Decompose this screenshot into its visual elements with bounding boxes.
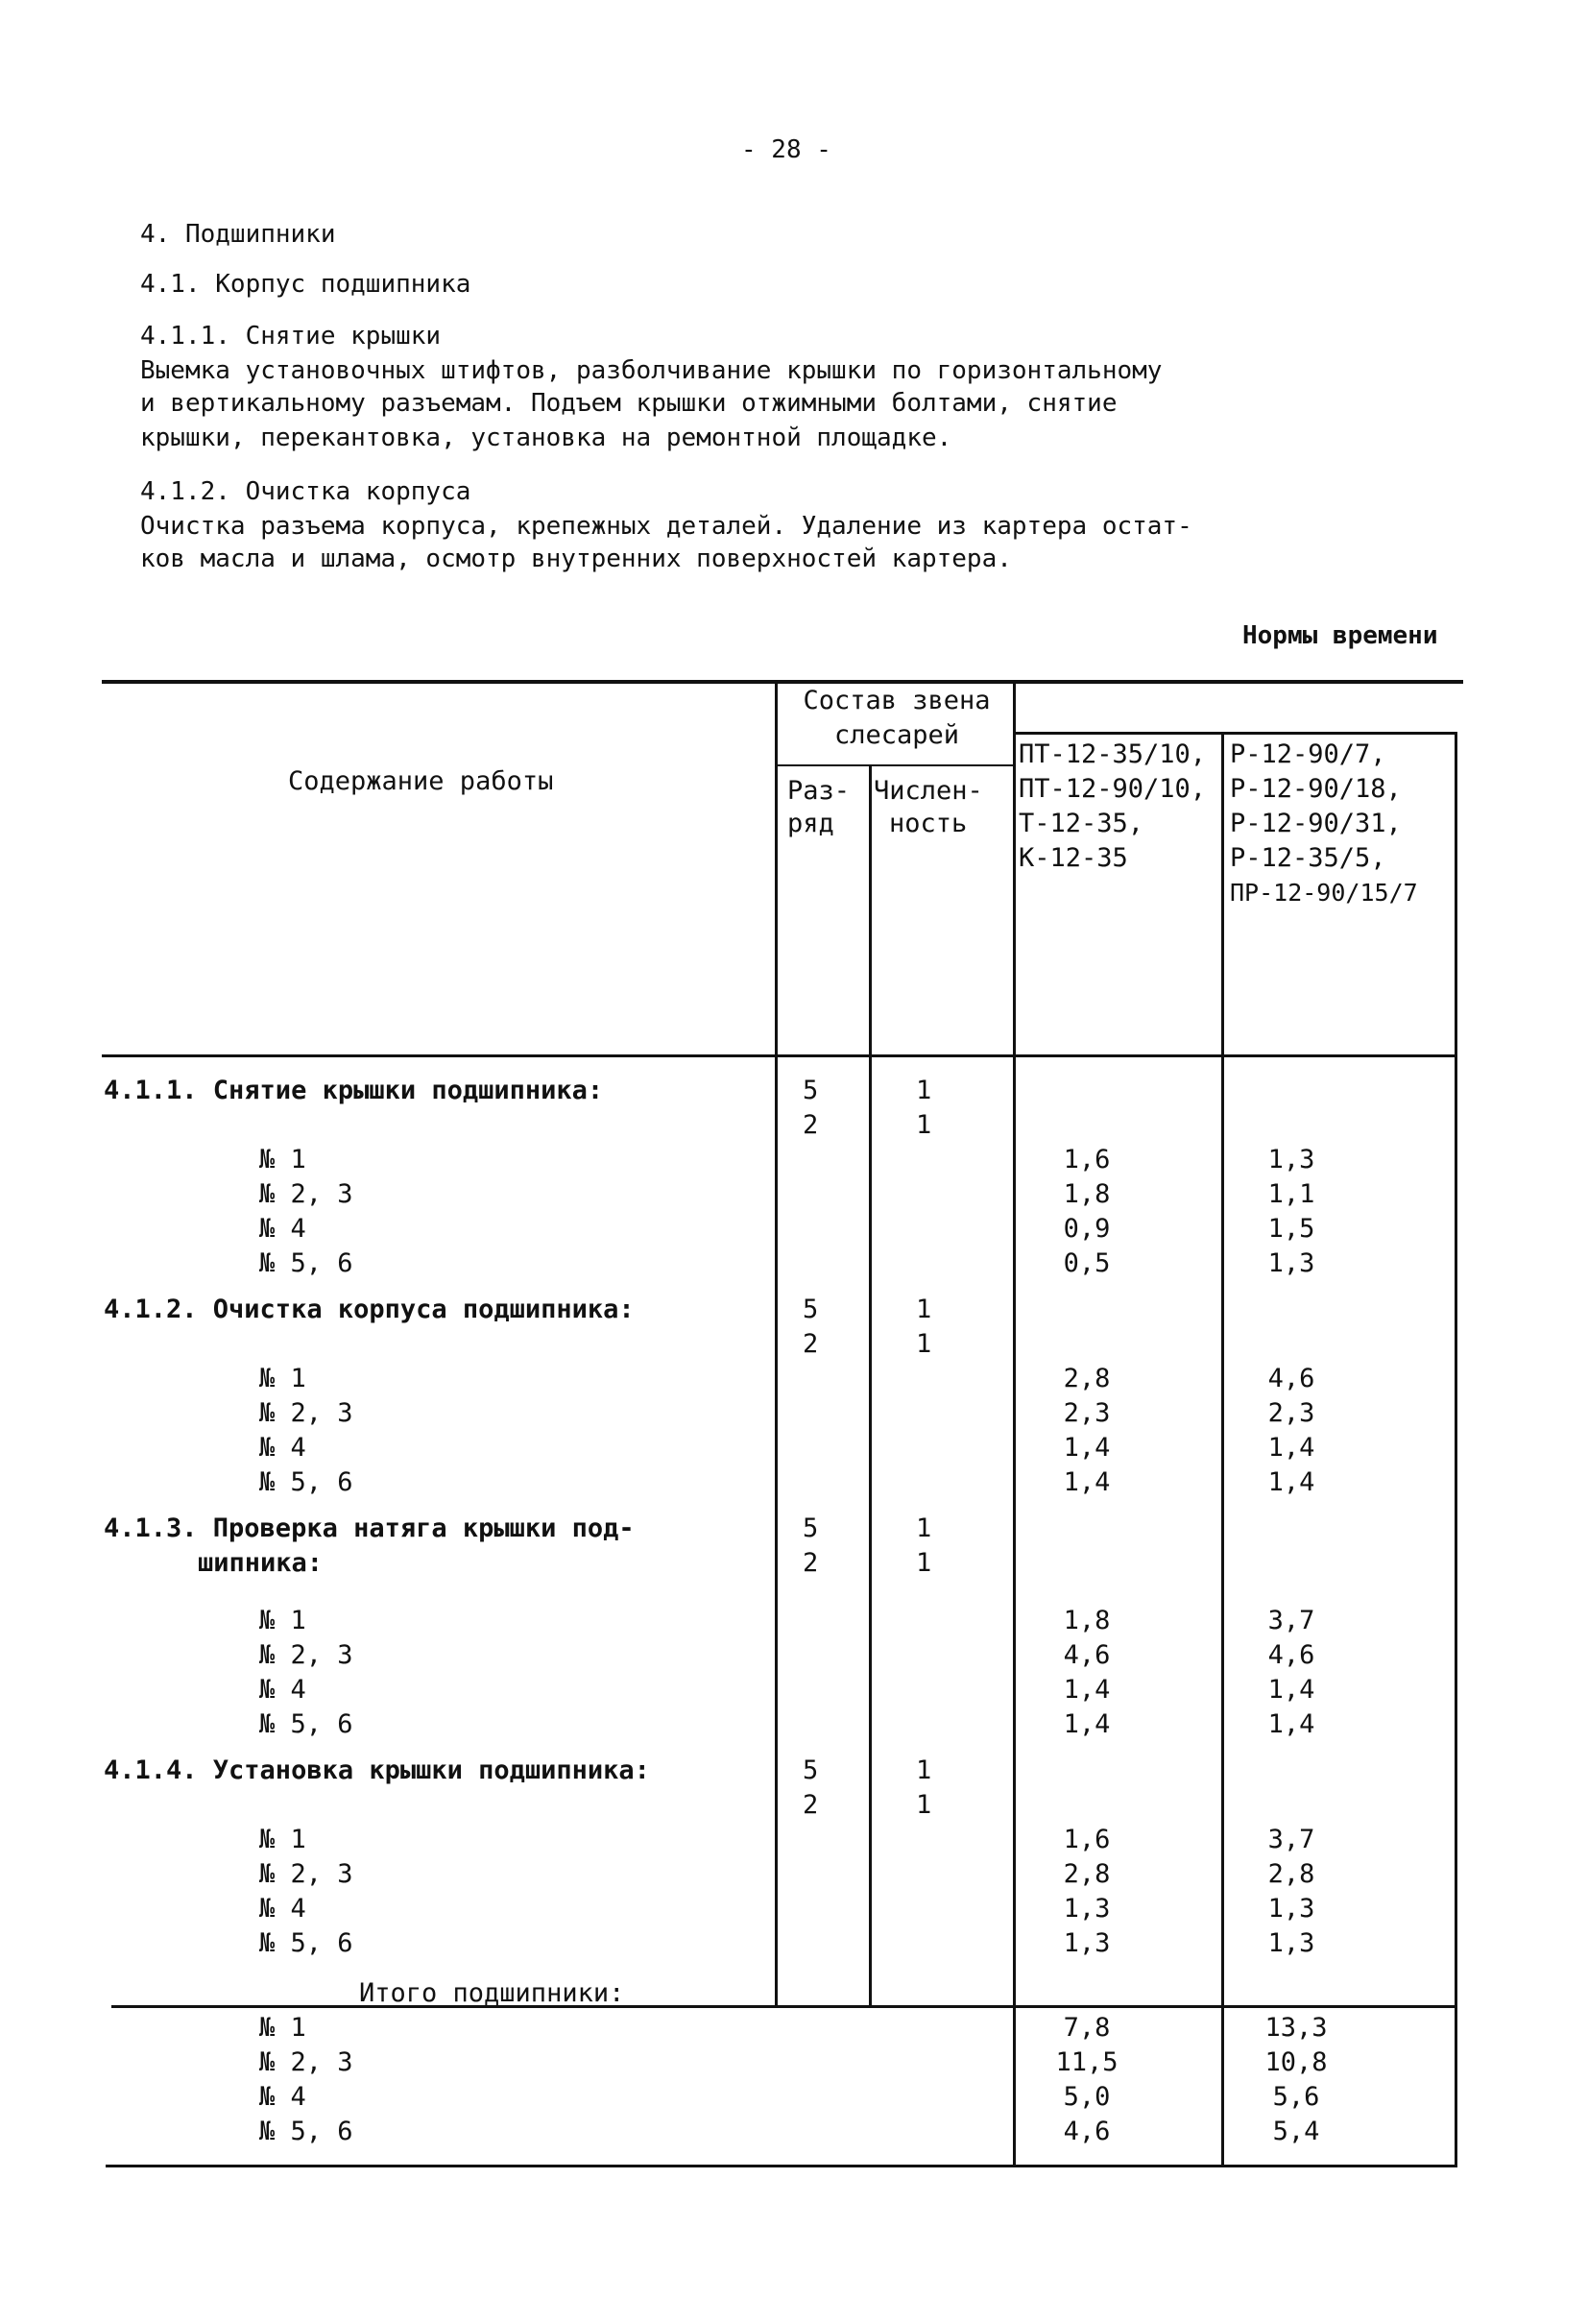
model-header-rule bbox=[1016, 732, 1457, 735]
operation-title: 4.1.1. Снятие крышки подшипника: bbox=[104, 1076, 604, 1105]
header-bottom-rule bbox=[102, 1054, 1457, 1057]
value-group-1: 0,5 bbox=[1063, 1248, 1111, 1278]
crew-grade: 5 bbox=[803, 1755, 819, 1785]
header-model-group-1-line-2: ПТ-12-90/10, bbox=[1019, 774, 1207, 804]
crew-count: 1 bbox=[916, 1548, 932, 1578]
value-group-2: 3,7 bbox=[1267, 1825, 1315, 1854]
value-group-1: 11,5 bbox=[1055, 2047, 1119, 2077]
row-label: № 5, 6 bbox=[259, 1709, 353, 1739]
value-group-1: 1,6 bbox=[1063, 1145, 1111, 1174]
header-count-line-2: ность bbox=[889, 809, 968, 838]
value-group-1: 1,3 bbox=[1063, 1894, 1111, 1924]
value-group-2: 5,6 bbox=[1272, 2082, 1320, 2112]
row-label: № 5, 6 bbox=[259, 1248, 353, 1278]
header-model-group-2-line-5: ПР-12-90/15/7 bbox=[1230, 879, 1418, 907]
value-group-2: 1,5 bbox=[1267, 1214, 1315, 1244]
value-group-2: 1,4 bbox=[1267, 1433, 1315, 1463]
crew-count: 1 bbox=[916, 1295, 932, 1324]
value-group-1: 4,6 bbox=[1063, 1640, 1111, 1670]
operation-title: 4.1.4. Установка крышки подшипника: bbox=[104, 1755, 650, 1785]
section-4-1-heading: 4.1. Корпус подшипника bbox=[140, 270, 471, 299]
header-crew-line-2: слесарей bbox=[833, 720, 960, 750]
row-label: № 1 bbox=[259, 1825, 306, 1854]
value-group-1: 1,4 bbox=[1063, 1709, 1111, 1739]
value-group-1: 2,3 bbox=[1063, 1398, 1111, 1428]
total-separator-rule bbox=[111, 2005, 1457, 2008]
crew-grade: 5 bbox=[803, 1076, 819, 1105]
value-group-2: 2,3 bbox=[1267, 1398, 1315, 1428]
norms-label: Нормы времени bbox=[1242, 621, 1438, 650]
header-model-group-2-line-3: Р-12-90/31, bbox=[1230, 809, 1402, 838]
grade-count-divider bbox=[869, 764, 872, 2008]
section-4-1-1-heading: 4.1.1. Снятие крышки bbox=[140, 322, 442, 351]
operation-title: 4.1.3. Проверка натяга крышки под- bbox=[104, 1513, 635, 1543]
value-group-1: 2,8 bbox=[1063, 1364, 1111, 1393]
value-group-2: 1,3 bbox=[1267, 1248, 1315, 1278]
row-label: № 2, 3 bbox=[259, 2047, 353, 2077]
value-group-2: 1,4 bbox=[1267, 1467, 1315, 1497]
header-grade-line-1: Раз- bbox=[787, 776, 851, 806]
value-group-1: 1,4 bbox=[1063, 1467, 1111, 1497]
header-model-group-1-line-3: Т-12-35, bbox=[1019, 809, 1144, 838]
value-group-2: 10,8 bbox=[1264, 2047, 1328, 2077]
crew-count: 1 bbox=[916, 1513, 932, 1543]
grade-col-left-rule bbox=[775, 680, 778, 2008]
row-label: № 2, 3 bbox=[259, 1640, 353, 1670]
header-content: Содержание работы bbox=[288, 766, 554, 796]
row-label: № 1 bbox=[259, 2013, 306, 2043]
value-group-2: 5,4 bbox=[1272, 2117, 1320, 2146]
section-4-1-1-body-line-3: крышки, перекантовка, установка на ремонтной площадке. bbox=[140, 424, 952, 452]
totals-title: Итого подшипники: bbox=[359, 1978, 625, 2008]
row-label: № 4 bbox=[259, 1214, 306, 1244]
header-grade-line-2: ряд bbox=[787, 809, 834, 838]
value-group-1: 2,8 bbox=[1063, 1859, 1111, 1889]
header-model-group-2-line-1: Р-12-90/7, bbox=[1230, 739, 1386, 769]
section-4-1-2-body-line-2: ков масла и шлама, осмотр внутренних поверхностей картера. bbox=[140, 545, 1012, 573]
crew-count: 1 bbox=[916, 1755, 932, 1785]
value-group-1: 7,8 bbox=[1063, 2013, 1111, 2043]
value-group-1: 5,0 bbox=[1063, 2082, 1111, 2112]
crew-grade: 5 bbox=[803, 1513, 819, 1543]
value-group-2: 1,4 bbox=[1267, 1675, 1315, 1705]
value-group-2: 3,7 bbox=[1267, 1606, 1315, 1635]
operation-title: 4.1.2. Очистка корпуса подшипника: bbox=[104, 1295, 635, 1324]
value-group-1: 1,4 bbox=[1063, 1433, 1111, 1463]
crew-grade: 2 bbox=[803, 1329, 819, 1359]
value-group-2: 1,1 bbox=[1267, 1179, 1315, 1209]
row-label: № 1 bbox=[259, 1364, 306, 1393]
row-label: № 1 bbox=[259, 1145, 306, 1174]
row-label: № 4 bbox=[259, 1894, 306, 1924]
crew-count: 1 bbox=[916, 1076, 932, 1105]
value-group-1: 1,6 bbox=[1063, 1825, 1111, 1854]
row-label: № 1 bbox=[259, 1606, 306, 1635]
page-number: - 28 - bbox=[741, 135, 831, 164]
row-label: № 5, 6 bbox=[259, 1467, 353, 1497]
crew-header-rule bbox=[778, 764, 1016, 766]
section-4-1-1-body-line-1: Выемка установочных штифтов, разболчивание крышки по горизонтальному bbox=[140, 356, 1163, 385]
value-group-2: 4,6 bbox=[1267, 1364, 1315, 1393]
row-label: № 5, 6 bbox=[259, 2117, 353, 2146]
value-group-1: 0,9 bbox=[1063, 1214, 1111, 1244]
value-group-1: 1,4 bbox=[1063, 1675, 1111, 1705]
header-model-group-2-line-2: Р-12-90/18, bbox=[1230, 774, 1402, 804]
row-label: № 4 bbox=[259, 1675, 306, 1705]
value-group-1: 4,6 bbox=[1063, 2117, 1111, 2146]
value-group-2: 1,3 bbox=[1267, 1894, 1315, 1924]
value-group-2: 1,3 bbox=[1267, 1145, 1315, 1174]
row-label: № 4 bbox=[259, 2082, 306, 2112]
table-right-rule bbox=[1455, 732, 1457, 2167]
row-label: № 2, 3 bbox=[259, 1859, 353, 1889]
value-group-2: 1,4 bbox=[1267, 1709, 1315, 1739]
value-group-2: 4,6 bbox=[1267, 1640, 1315, 1670]
value-group-2: 1,3 bbox=[1267, 1928, 1315, 1958]
header-crew-line-1: Состав звена bbox=[803, 686, 991, 715]
crew-grade: 5 bbox=[803, 1295, 819, 1324]
row-label: № 2, 3 bbox=[259, 1398, 353, 1428]
crew-count: 1 bbox=[916, 1790, 932, 1820]
section-4-1-2-heading: 4.1.2. Очистка корпуса bbox=[140, 477, 471, 506]
table-bottom-rule bbox=[106, 2165, 1457, 2167]
value-group-1: 1,3 bbox=[1063, 1928, 1111, 1958]
value-group-1: 1,8 bbox=[1063, 1179, 1111, 1209]
section-4-1-2-body-line-1: Очистка разъема корпуса, крепежных деталей. Удаление из картера остат- bbox=[140, 512, 1192, 541]
crew-count: 1 bbox=[916, 1329, 932, 1359]
section-4-heading: 4. Подшипники bbox=[140, 220, 336, 249]
row-label: № 2, 3 bbox=[259, 1179, 353, 1209]
crew-grade: 2 bbox=[803, 1790, 819, 1820]
crew-count: 1 bbox=[916, 1110, 932, 1140]
header-model-group-1-line-4: К-12-35 bbox=[1019, 843, 1128, 873]
header-model-group-2-line-4: Р-12-35/5, bbox=[1230, 843, 1386, 873]
row-label: № 4 bbox=[259, 1433, 306, 1463]
value-group-2: 2,8 bbox=[1267, 1859, 1315, 1889]
crew-grade: 2 bbox=[803, 1548, 819, 1578]
row-label: № 5, 6 bbox=[259, 1928, 353, 1958]
value-group-1: 1,8 bbox=[1063, 1606, 1111, 1635]
value-group-2: 13,3 bbox=[1264, 2013, 1328, 2043]
header-model-group-1-line-1: ПТ-12-35/10, bbox=[1019, 739, 1207, 769]
operation-title-continuation: шипника: bbox=[198, 1548, 324, 1578]
section-4-1-1-body-line-2: и вертикальному разъемам. Подъем крышки отжимными болтами, снятие bbox=[140, 389, 1118, 418]
crew-grade: 2 bbox=[803, 1110, 819, 1140]
header-count-line-1: Числен- bbox=[874, 776, 983, 806]
